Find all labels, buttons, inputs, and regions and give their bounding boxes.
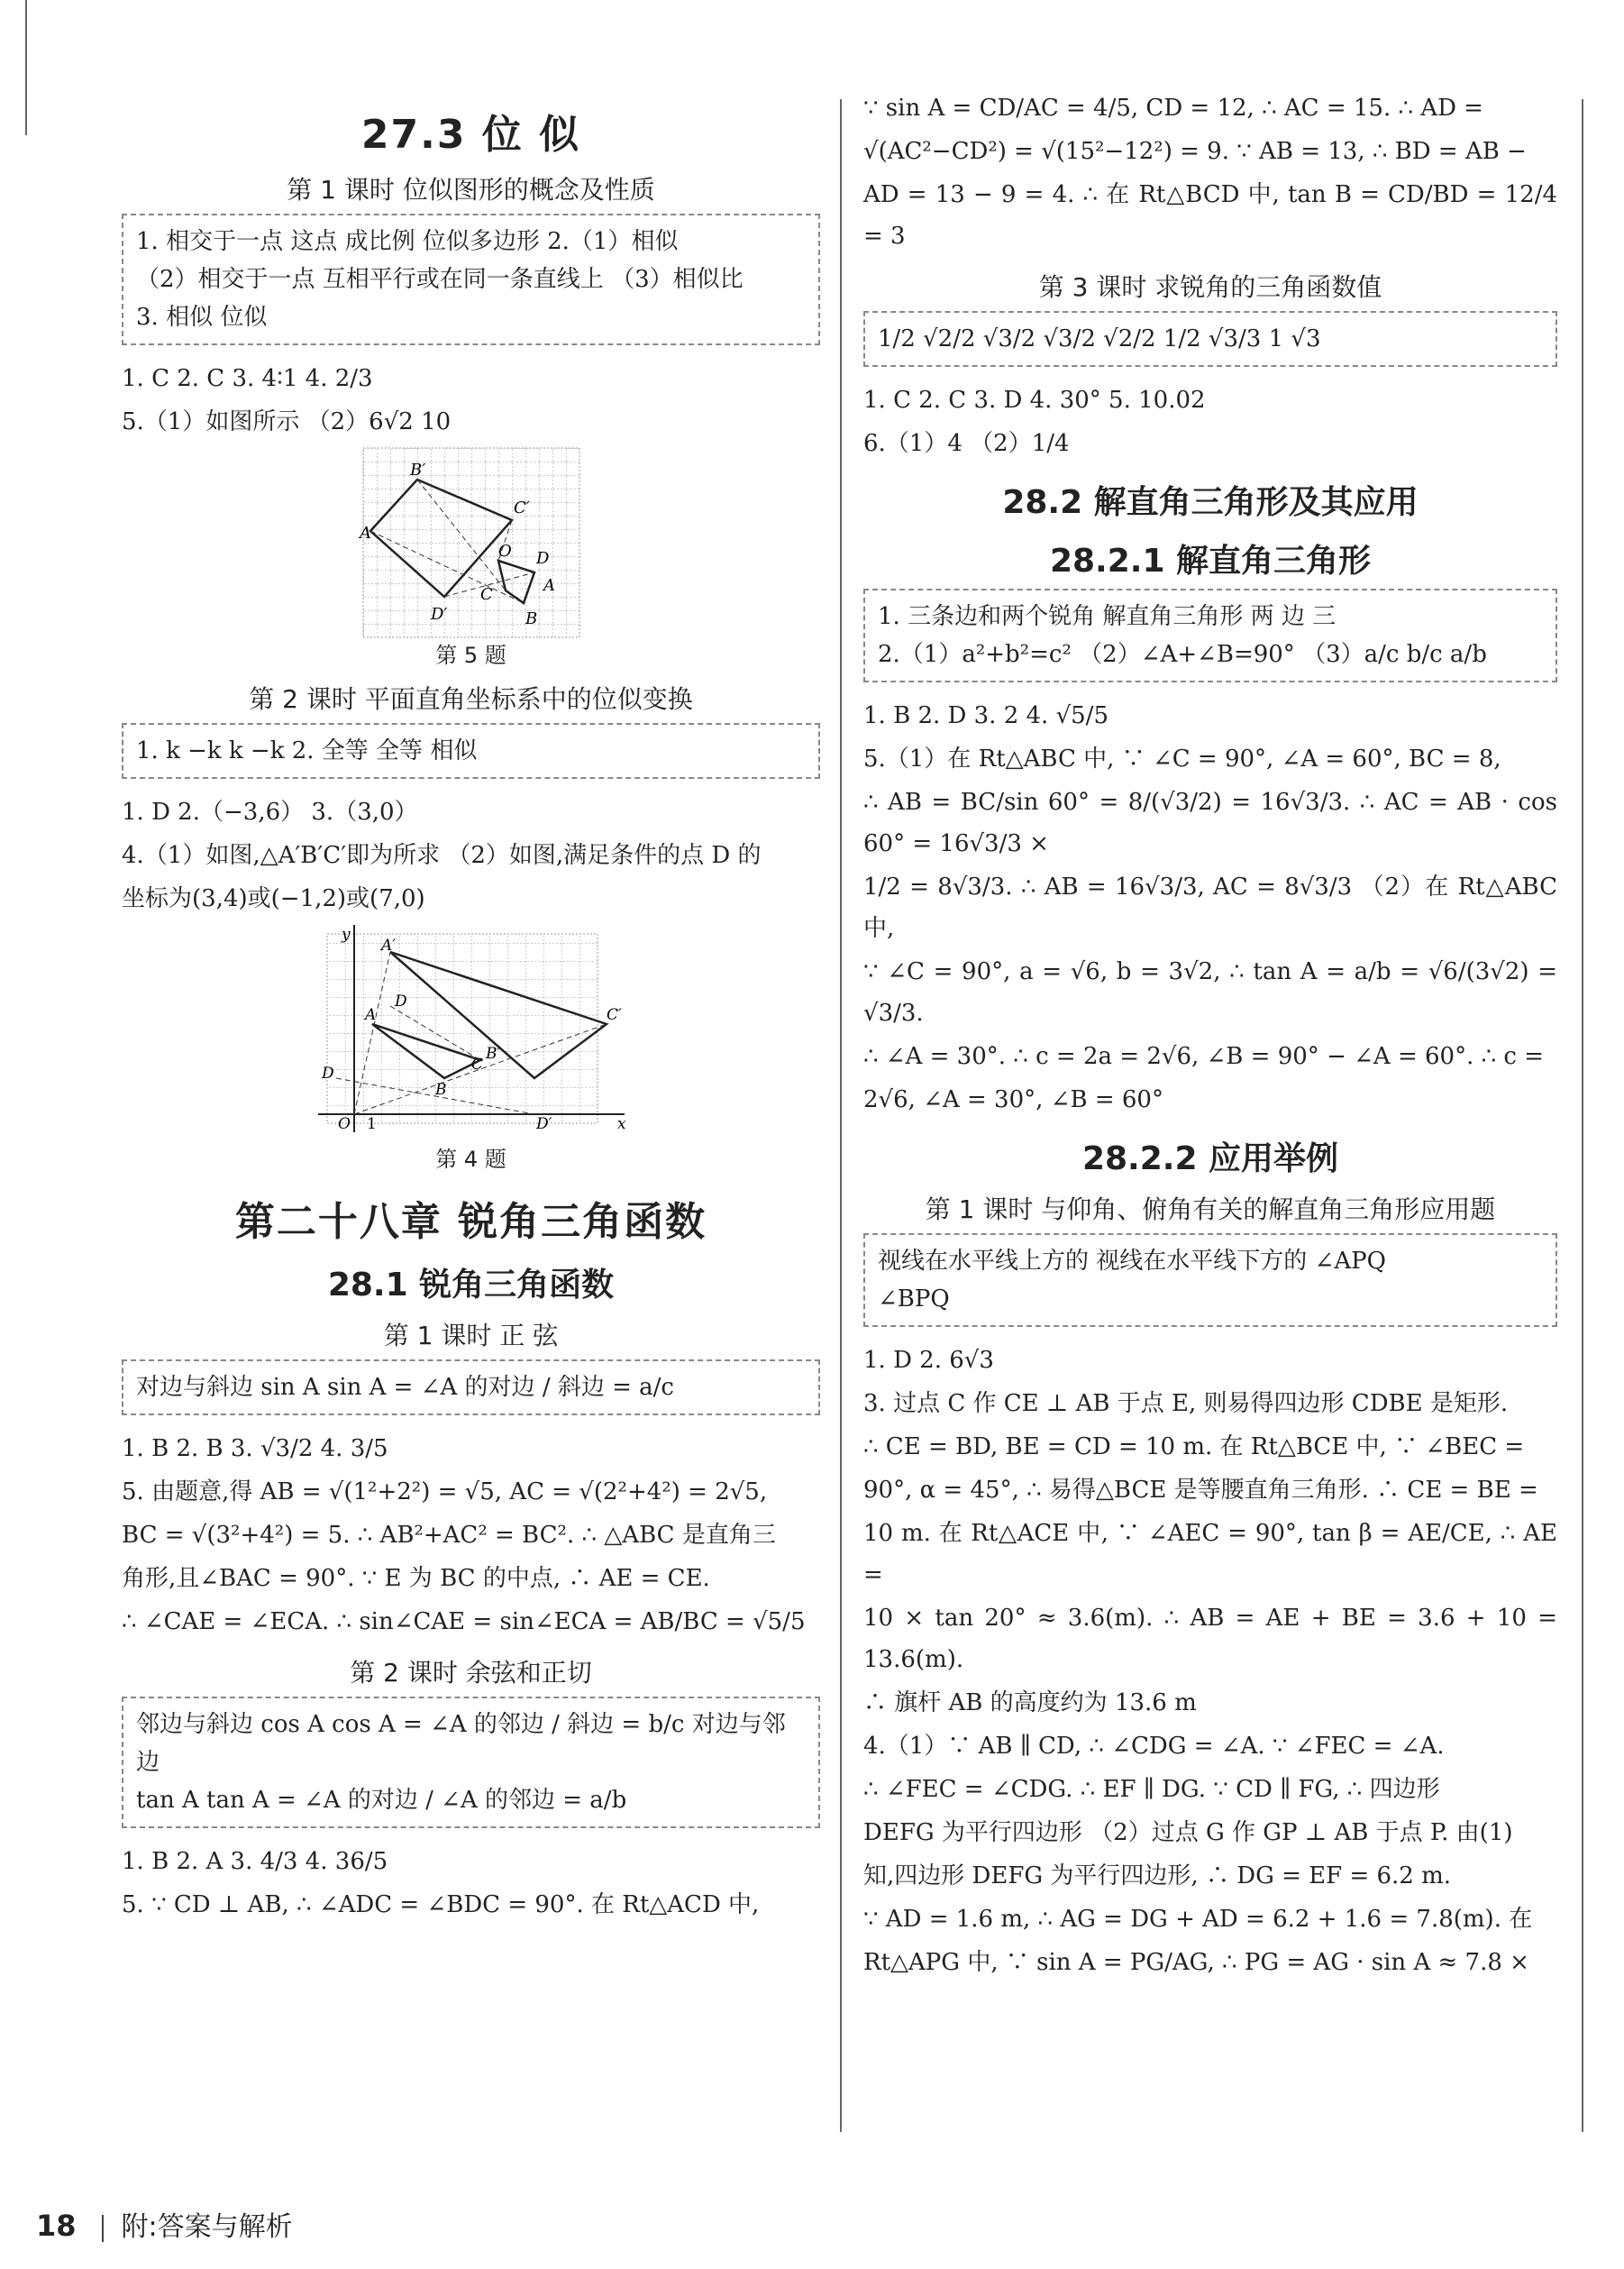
answer-line: DEFG 为平行四边形 （2）过点 G 作 GP ⊥ AB 于点 P. 由(1) xyxy=(863,1819,1513,1846)
answer-line: 10 m. 在 Rt△ACE 中, ∵ ∠AEC = 90°, tan β = AE/CE, ∴ AE = xyxy=(863,1520,1557,1588)
fig-label: y xyxy=(341,926,351,944)
fig-label: A′ xyxy=(380,937,396,955)
box-line: 视线在水平线上方的 视线在水平线下方的 ∠APQ xyxy=(878,1248,1386,1275)
section-28-2-1-concept-box xyxy=(863,589,1557,682)
box-line: 1. k −k k −k 2. 全等 全等 相似 xyxy=(136,737,478,764)
answer-line: 5. ∵ CD ⊥ AB, ∴ ∠ADC = ∠BDC = 90°. 在 Rt△ACD 中, xyxy=(122,1891,760,1918)
box-line: 1. 三条边和两个锐角 解直角三角形 两 边 三 xyxy=(878,603,1337,630)
answer-line: 5.（1）在 Rt△ABC 中, ∵ ∠C = 90°, ∠A = 60°, BC = 8, xyxy=(863,746,1501,773)
answer-line: ∴ CE = BD, BE = CD = 10 m. 在 Rt△BCE 中, ∵ ∠BEC = xyxy=(863,1433,1525,1460)
answer-line: ∵ ∠C = 90°, a = √6, b = 3√2, ∴ tan A = a/b = √6/(3√2) = √3/3. xyxy=(863,958,1557,1027)
section-28-2-2-title: 28.2.2 应用举例 xyxy=(1081,1140,1339,1177)
box-line: ∠BPQ xyxy=(878,1285,950,1313)
lesson-2-concept-box xyxy=(122,723,820,779)
left-column xyxy=(122,86,820,1927)
right-margin-line xyxy=(1582,99,1583,2132)
answer-line: 5.（1）如图所示 （2）6√2 10 xyxy=(122,408,452,435)
section-28-1-title: 28.1 锐角三角函数 xyxy=(327,1267,615,1304)
lesson-2-title: 第 2 课时 平面直角坐标系中的位似变换 xyxy=(249,684,693,714)
column-divider xyxy=(840,99,842,2132)
answer-line: 2√6, ∠A = 30°, ∠B = 60° xyxy=(863,1086,1163,1113)
answer-line: ∴ ∠A = 30°. ∴ c = 2a = 2√6, ∠B = 90° − ∠A = 60°. ∴ c = xyxy=(863,1043,1545,1070)
answer-line: 1. C 2. C 3. D 4. 30° 5. 10.02 xyxy=(863,387,1206,414)
fig-label: C xyxy=(470,1056,483,1074)
fig-label: C xyxy=(479,585,493,604)
right-column xyxy=(863,86,1557,1985)
answer-line: ∵ AD = 1.6 m, ∴ AG = DG + AD = 6.2 + 1.6 = 7.8(m). 在 xyxy=(863,1906,1533,1933)
box-line: 2.（1）a²+b²=c² （2）∠A+∠B=90° （3）a/c b/c a/b xyxy=(878,641,1487,668)
fig-label: C′ xyxy=(513,499,530,517)
fig-label: A xyxy=(364,1006,376,1024)
answer-line: 1/2 = 8√3/3. ∴ AB = 16√3/3, AC = 8√3/3 （2）在 Rt△ABC 中, xyxy=(863,874,1557,942)
answer-line: 角形,且∠BAC = 90°. ∵ E 为 BC 的中点, ∴ AE = CE. xyxy=(122,1565,710,1592)
box-line: 1/2 √2/2 √3/2 √3/2 √2/2 1/2 √3/3 1 √3 xyxy=(878,325,1321,352)
fig-label: A xyxy=(543,576,555,595)
box-line: 对边与斜边 sin A sin A = ∠A 的对边 / 斜边 = a/c xyxy=(136,1374,674,1401)
answer-line: 1. B 2. D 3. 2 4. √5/5 xyxy=(863,702,1109,729)
fig-label: D xyxy=(535,549,549,568)
answer-line: 4.（1）∵ AB ∥ CD, ∴ ∠CDG = ∠A. ∵ ∠FEC = ∠A. xyxy=(863,1733,1445,1760)
fig-label: x xyxy=(616,1115,626,1133)
figure-5-caption: 第 5 题 xyxy=(435,643,506,668)
footer-label: 附:答案与解析 xyxy=(121,2211,293,2243)
answer-line: 5. 由题意,得 AB = √(1²+2²) = √5, AC = √(2²+4²) = 2√5, xyxy=(122,1478,768,1505)
answer-line: 坐标为(3,4)或(−1,2)或(7,0) xyxy=(122,885,425,912)
fig-label: D′ xyxy=(535,1115,552,1133)
lesson-1-title: 第 1 课时 位似图形的概念及性质 xyxy=(287,175,655,205)
section-28-2-title: 28.2 解直角三角形及其应用 xyxy=(1002,484,1419,521)
answer-line: 知,四边形 DEFG 为平行四边形, ∴ DG = EF = 6.2 m. xyxy=(863,1862,1452,1889)
fig-label: 1 xyxy=(366,1115,377,1133)
answer-line: ∴ ∠CAE = ∠ECA. ∴ sin∠CAE = sin∠ECA = AB/BC = √5/5 xyxy=(122,1608,806,1635)
page-number: 18 xyxy=(36,2209,77,2243)
answer-line: ∴ ∠FEC = ∠CDG. ∴ EF ∥ DG. ∵ CD ∥ FG, ∴ 四边形 xyxy=(863,1776,1440,1803)
answer-line: √(AC²−CD²) = √(15²−12²) = 9. ∵ AB = 13, ∴ BD = AB − xyxy=(863,138,1527,165)
figure-4-caption: 第 4 题 xyxy=(435,1147,506,1172)
fig-label: B′ xyxy=(409,461,425,480)
answer-line: AD = 13 − 9 = 4. ∴ 在 Rt△BCD 中, tan B = CD/BD = 12/4 = 3 xyxy=(863,181,1557,250)
answer-line: ∴ 旗杆 AB 的高度约为 13.6 m xyxy=(863,1689,1197,1716)
footer-divider xyxy=(102,2215,104,2242)
answer-line: 1. D 2.（−3,6） 3.（3,0） xyxy=(122,799,418,826)
box-line: （2）相交于一点 互相平行或在同一条直线上 （3）相似比 xyxy=(136,266,744,293)
answer-line: 6.（1）4 （2）1/4 xyxy=(863,430,1070,457)
answer-line: 1. B 2. B 3. √3/2 4. 3/5 xyxy=(122,1435,388,1462)
fig-label: B xyxy=(525,609,537,628)
sine-lesson-title: 第 1 课时 正 弦 xyxy=(383,1321,559,1350)
chapter-28-title: 第二十八章 锐角三角函数 xyxy=(234,1199,707,1245)
cosine-tangent-concept-box xyxy=(122,1697,820,1828)
lesson-1-concept-box xyxy=(122,214,820,345)
answer-line: 90°, α = 45°, ∴ 易得△BCE 是等腰直角三角形. ∴ CE = BE = xyxy=(863,1477,1538,1504)
sine-concept-box xyxy=(122,1359,820,1415)
answer-line: 3. 过点 C 作 CE ⊥ AB 于点 E, 则易得四边形 CDBE 是矩形. xyxy=(863,1390,1509,1417)
elevation-concept-box xyxy=(863,1233,1557,1327)
answer-line: ∵ sin A = CD/AC = 4/5, CD = 12, ∴ AC = 15. ∴ AD = xyxy=(863,95,1483,122)
fig-label: A′ xyxy=(359,524,375,543)
answer-line: 4.（1）如图,△A′B′C′即为所求 （2）如图,满足条件的点 D 的 xyxy=(122,842,762,869)
answer-line: 1. D 2. 6√3 xyxy=(863,1347,994,1374)
fig-label: D xyxy=(321,1065,334,1083)
answer-line: 10 × tan 20° ≈ 3.6(m). ∴ AB = AE + BE = 3.6 + 10 = 13.6(m). xyxy=(863,1605,1557,1673)
page-footer xyxy=(36,2204,293,2244)
section-28-2-1-title: 28.2.1 解直角三角形 xyxy=(1049,543,1372,580)
fig-label: D′ xyxy=(430,605,448,624)
figure-5-homothety-grid xyxy=(359,448,579,637)
answer-line: 1. C 2. C 3. 4∶1 4. 2/3 xyxy=(122,365,373,392)
answer-line: BC = √(3²+4²) = 5. ∴ AB²+AC² = BC². ∴ △ABC 是直角三 xyxy=(122,1522,776,1549)
fig-label: B′ xyxy=(485,1045,500,1063)
box-line: 邻边与斜边 cos A cos A = ∠A 的邻边 / 斜边 = b/c 对边与邻边 xyxy=(136,1711,786,1776)
answer-line: Rt△APG 中, ∵ sin A = PG/AG, ∴ PG = AG · sin A ≈ 7.8 × xyxy=(863,1949,1529,1976)
lesson-3-values-box xyxy=(863,311,1557,367)
fig-label: O xyxy=(497,542,512,561)
elevation-lesson-title: 第 1 课时 与仰角、俯角有关的解直角三角形应用题 xyxy=(925,1194,1496,1224)
section-27-3-title: 27.3 位 似 xyxy=(360,112,581,158)
cosine-tangent-lesson-title: 第 2 课时 余弦和正切 xyxy=(350,1658,592,1688)
figure-4-coordinate-grid xyxy=(309,925,634,1141)
left-margin-line xyxy=(25,0,27,135)
lesson-3-title: 第 3 课时 求锐角的三角函数值 xyxy=(1038,272,1382,302)
fig-label: D xyxy=(394,993,407,1011)
answer-line: 1. B 2. A 3. 4/3 4. 36/5 xyxy=(122,1848,388,1875)
fig-label: B xyxy=(434,1081,446,1099)
answer-line: ∴ AB = BC/sin 60° = 8/(√3/2) = 16√3/3. ∴ AC = AB · cos 60° = 16√3/3 × xyxy=(863,789,1557,857)
fig-label: O xyxy=(337,1115,351,1133)
box-line: 1. 相交于一点 这点 成比例 位似多边形 2.（1）相似 xyxy=(136,228,679,255)
box-line: 3. 相似 位似 xyxy=(136,304,268,331)
box-line: tan A tan A = ∠A 的对边 / ∠A 的邻边 = a/b xyxy=(136,1787,627,1814)
fig-label: C′ xyxy=(606,1006,622,1024)
